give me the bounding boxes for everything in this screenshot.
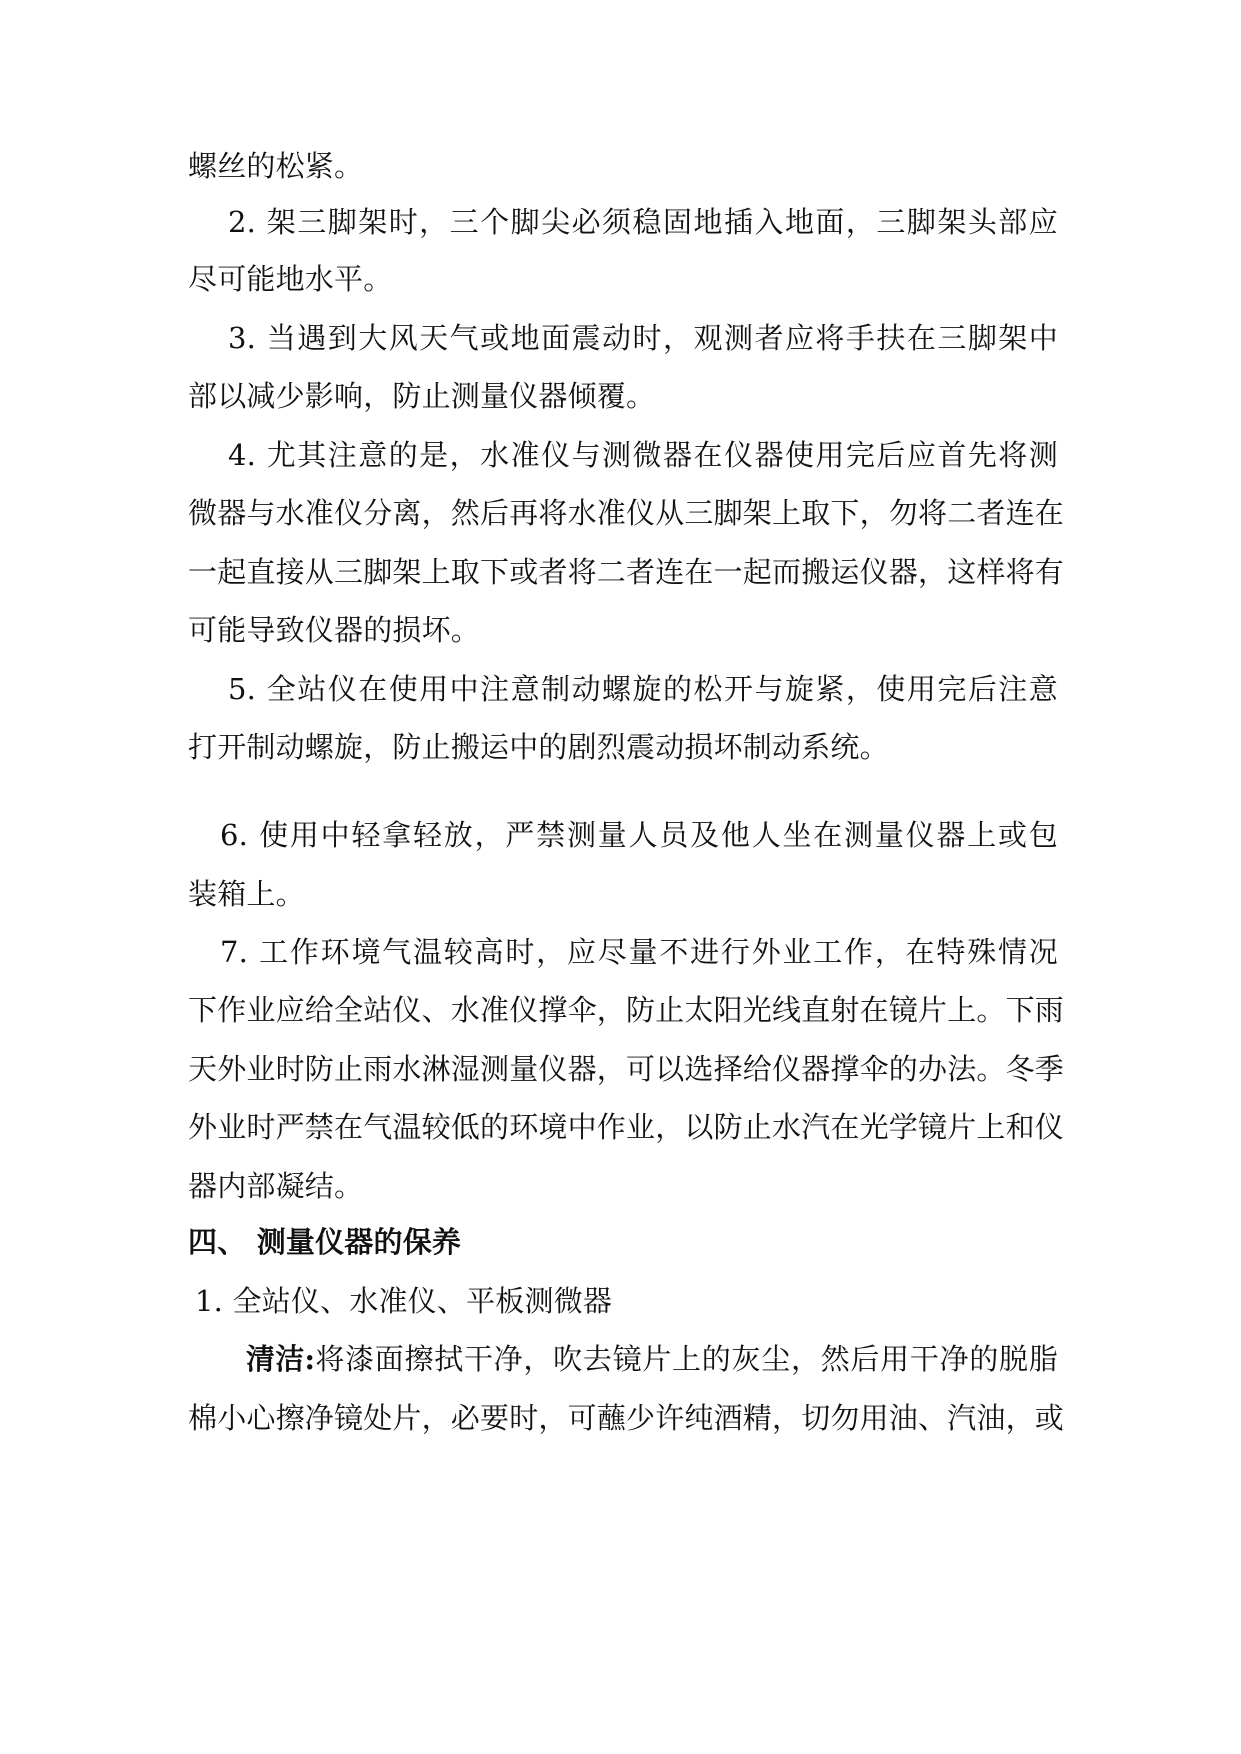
paragraph-line: 螺丝的松紧。: [188, 149, 364, 183]
paragraph-line: 天外业时防止雨水淋湿测量仪器，可以选择给仪器撑伞的办法。冬季: [188, 1052, 1065, 1086]
subsection-heading: 1. 全站仪、水准仪、平板测微器: [195, 1284, 613, 1318]
clean-label: 清洁:: [246, 1342, 316, 1376]
list-item-2-line: 2. 架三脚架时，三个脚尖必须稳固地插入地面，三脚架头部应: [228, 205, 1058, 239]
list-item-7-line: 7. 工作环境气温较高时，应尽量不进行外业工作，在特殊情况: [220, 935, 1058, 969]
paragraph-line: 棉小心擦净镜处片，必要时，可蘸少许纯酒精，切勿用油、汽油，或: [188, 1401, 1065, 1435]
paragraph-line: 可能导致仪器的损坏。: [188, 613, 481, 647]
list-item-6-line: 6. 使用中轻拿轻放，严禁测量人员及他人坐在测量仪器上或包: [220, 818, 1058, 852]
paragraph-line: 尽可能地水平。: [188, 262, 393, 296]
paragraph-line: 一起直接从三脚架上取下或者将二者连在一起而搬运仪器，这样将有: [188, 555, 1065, 589]
paragraph-line: 部以减少影响，防止测量仪器倾覆。: [188, 379, 656, 413]
paragraph-line: 装箱上。: [188, 877, 305, 911]
paragraph-line: 外业时严禁在气温较低的环境中作业，以防止水汽在光学镜片上和仪: [188, 1110, 1065, 1144]
paragraph-line: 微器与水准仪分离，然后再将水准仪从三脚架上取下，勿将二者连在: [188, 496, 1065, 530]
clean-paragraph-first-line: [246, 1339, 1058, 1379]
paragraph-line: 下作业应给全站仪、水准仪撑伞，防止太阳光线直射在镜片上。下雨: [188, 993, 1065, 1027]
clean-text: 将漆面擦拭干净，吹去镜片上的灰尘，然后用干净的脱脂: [315, 1342, 1058, 1376]
paragraph-line: 打开制动螺旋，防止搬运中的剧烈震动损坏制动系统。: [188, 730, 889, 764]
list-item-4-line: 4. 尤其注意的是，水准仪与测微器在仪器使用完后应首先将测: [228, 438, 1058, 472]
section-heading: 四、 测量仪器的保养: [188, 1225, 462, 1259]
list-item-5-line: 5. 全站仪在使用中注意制动螺旋的松开与旋紧，使用完后注意: [228, 672, 1058, 706]
list-item-3-line: 3. 当遇到大风天气或地面震动时，观测者应将手扶在三脚架中: [228, 321, 1058, 355]
paragraph-line: 器内部凝结。: [188, 1169, 364, 1203]
